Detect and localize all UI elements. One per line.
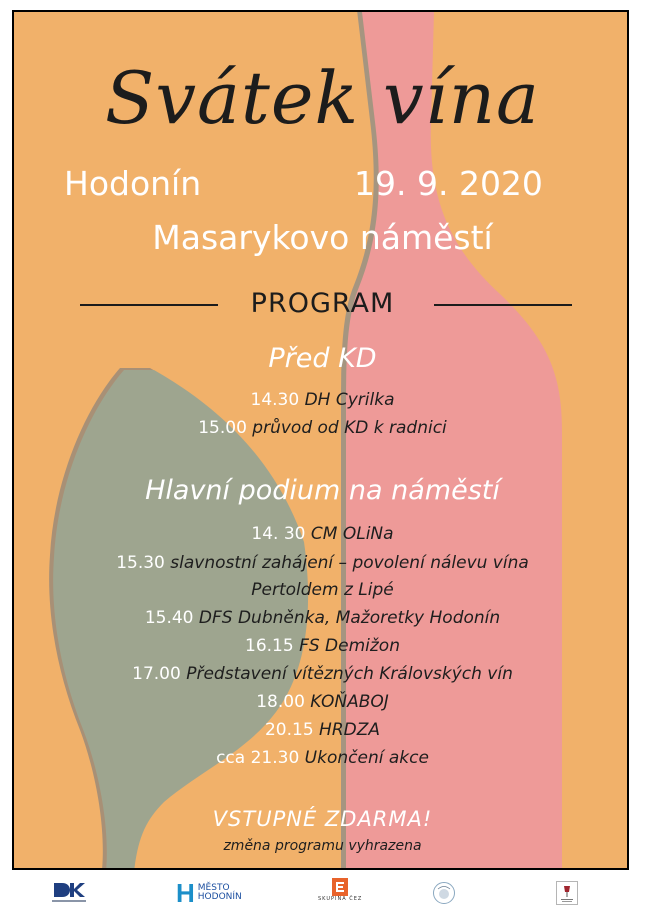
program-item: 17.00 Představení vítězných Královských vín xyxy=(132,664,513,684)
program-item: 16.15 FS Demižon xyxy=(245,636,400,656)
section-title: Před KD xyxy=(268,343,377,374)
h-mark-icon: H xyxy=(176,877,195,908)
program-divider-right xyxy=(434,304,572,306)
program-item: 20.15 HRDZA xyxy=(264,720,381,740)
program-item: 14.30 DH Cyrilka xyxy=(250,390,395,410)
program-item: 14. 30 CM OLiNa xyxy=(251,524,394,544)
program-heading: PROGRAM xyxy=(250,288,395,319)
section-title: Hlavní podium na náměstí xyxy=(145,475,500,506)
event-city: Hodonín xyxy=(64,164,202,203)
program-item: 18.00 KOŇABOJ xyxy=(256,692,389,712)
poster xyxy=(12,10,629,870)
program-item: cca 21.30 Ukončení akce xyxy=(216,748,429,768)
event-place: Masarykovo náměstí xyxy=(152,218,493,257)
royal-wines-logo xyxy=(556,878,578,908)
royal-wine-icon xyxy=(556,881,578,905)
poster-title: Svátek vína xyxy=(105,56,540,140)
cez-logo: SKUPINA ČEZ xyxy=(318,878,362,908)
cez-logo-icon xyxy=(332,878,348,896)
event-date: 19. 9. 2020 xyxy=(354,164,543,203)
sponsor-logos xyxy=(0,878,647,908)
program-change-note: změna programu vyhrazena xyxy=(223,838,422,854)
program-item: Pertoldem z Lipé xyxy=(251,580,394,600)
wine-seal-icon xyxy=(432,881,456,905)
program-item: 15.00 průvod od KD k radnici xyxy=(198,418,447,438)
bottle-shape xyxy=(320,12,562,870)
wine-association-logo xyxy=(432,878,456,908)
program-item: 15.40 DFS Dubněnka, Mažoretky Hodonín xyxy=(144,608,501,628)
dk-logo-icon xyxy=(52,882,86,904)
mesto-hodonin-logo: H MĚSTO HODONÍN xyxy=(176,877,242,908)
wine-illustration xyxy=(14,12,629,870)
free-entry-notice: VSTUPNÉ ZDARMA! xyxy=(212,807,433,831)
program-item: 15.30 slavnostní zahájení – povolení nálevu vína xyxy=(116,553,529,573)
dk-logo xyxy=(52,878,86,908)
